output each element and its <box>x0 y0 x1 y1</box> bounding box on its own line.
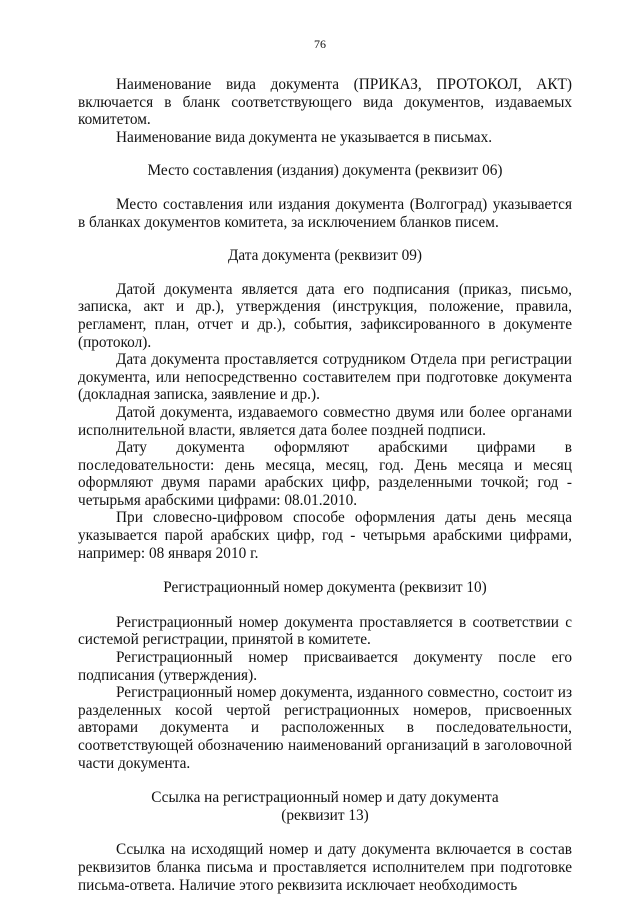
spacer <box>78 180 572 196</box>
spacer <box>78 146 572 162</box>
paragraph-place-of-issue: Место составления или издания документа (Волгоград) указывается в бланках документов комитета, за исключением бланков писем. <box>78 195 572 231</box>
paragraph-date-registration: Дата документа проставляется сотрудником Отдела при регистрации документа, или непосредственно составителем при подготовке документа (докладная записка, заявление и др.). <box>78 351 572 404</box>
paragraph-document-type-not-in-letters: Наименование вида документа не указывается в письмах. <box>116 128 493 146</box>
spacer <box>78 265 572 281</box>
heading-reference-line-2: (реквизит 13) <box>281 806 369 824</box>
paragraph-reference-number-date: Ссылка на исходящий номер и дату документа включается в состав реквизитов бланка письма и проставляется исполнителем при подготовке письма-ответа. Наличие этого реквизита исключает необходимость <box>78 841 572 894</box>
paragraph-date-joint-documents: Датой документа, издаваемого совместно двумя или более органами исполнительной власти, является дата более поздней подписи. <box>78 403 572 439</box>
heading-reference-number-date <box>78 789 572 824</box>
paragraph-registration-joint: Регистрационный номер документа, изданного совместно, состоит из разделенных косой чертой регистрационных номеров, присвоенных авторами документа и расположенных в последовательности, соответствующей обозначению наименований организаций в заголовочной части документа. <box>78 684 572 772</box>
paragraph-registration-system: Регистрационный номер документа проставляется в соответствии с системой регистрации, принятой в комитете. <box>78 613 572 649</box>
paragraph-date-verbal-format: При словесно-цифровом способе оформления даты день месяца указывается парой арабских цифр, год - четырьмя арабскими цифрами, например: 08 января 2010 г. <box>78 509 572 562</box>
spacer <box>78 772 572 789</box>
spacer <box>78 824 572 841</box>
paragraph-date-numeric-format: Дату документа оформляют арабскими цифрами в последовательности: день месяца, месяц, год. День месяца и месяц оформляют двумя парами арабских цифр, разделенными точкой; год - четырьмя арабскими цифрами: 08.01.2010. <box>78 439 572 509</box>
document-body <box>78 76 572 894</box>
page-number: 76 <box>314 37 326 51</box>
spacer <box>78 562 572 579</box>
heading-reference-line-1: Ссылка на регистрационный номер и дату документа <box>151 789 499 807</box>
heading-place-of-issue: Место составления (издания) документа (реквизит 06) <box>147 162 503 180</box>
spacer <box>78 231 572 247</box>
paragraph-document-type-in-form: Наименование вида документа (ПРИКАЗ, ПРОТОКОЛ, АКТ) включается в бланк соответствующего вида документов, издаваемых комитетом. <box>78 76 572 129</box>
paragraph-date-definition: Датой документа является дата его подписания (приказ, письмо, записка, акт и др.), утверждения (инструкция, положение, правила, регламент, план, отчет и др.), события, зафиксированного в документе (протокол). <box>78 280 572 351</box>
heading-registration-number: Регистрационный номер документа (реквизит 10) <box>163 579 487 597</box>
heading-document-date: Дата документа (реквизит 09) <box>227 247 423 265</box>
spacer <box>78 597 572 614</box>
paragraph-registration-assignment: Регистрационный номер присваивается документу после его подписания (утверждения). <box>78 649 572 684</box>
